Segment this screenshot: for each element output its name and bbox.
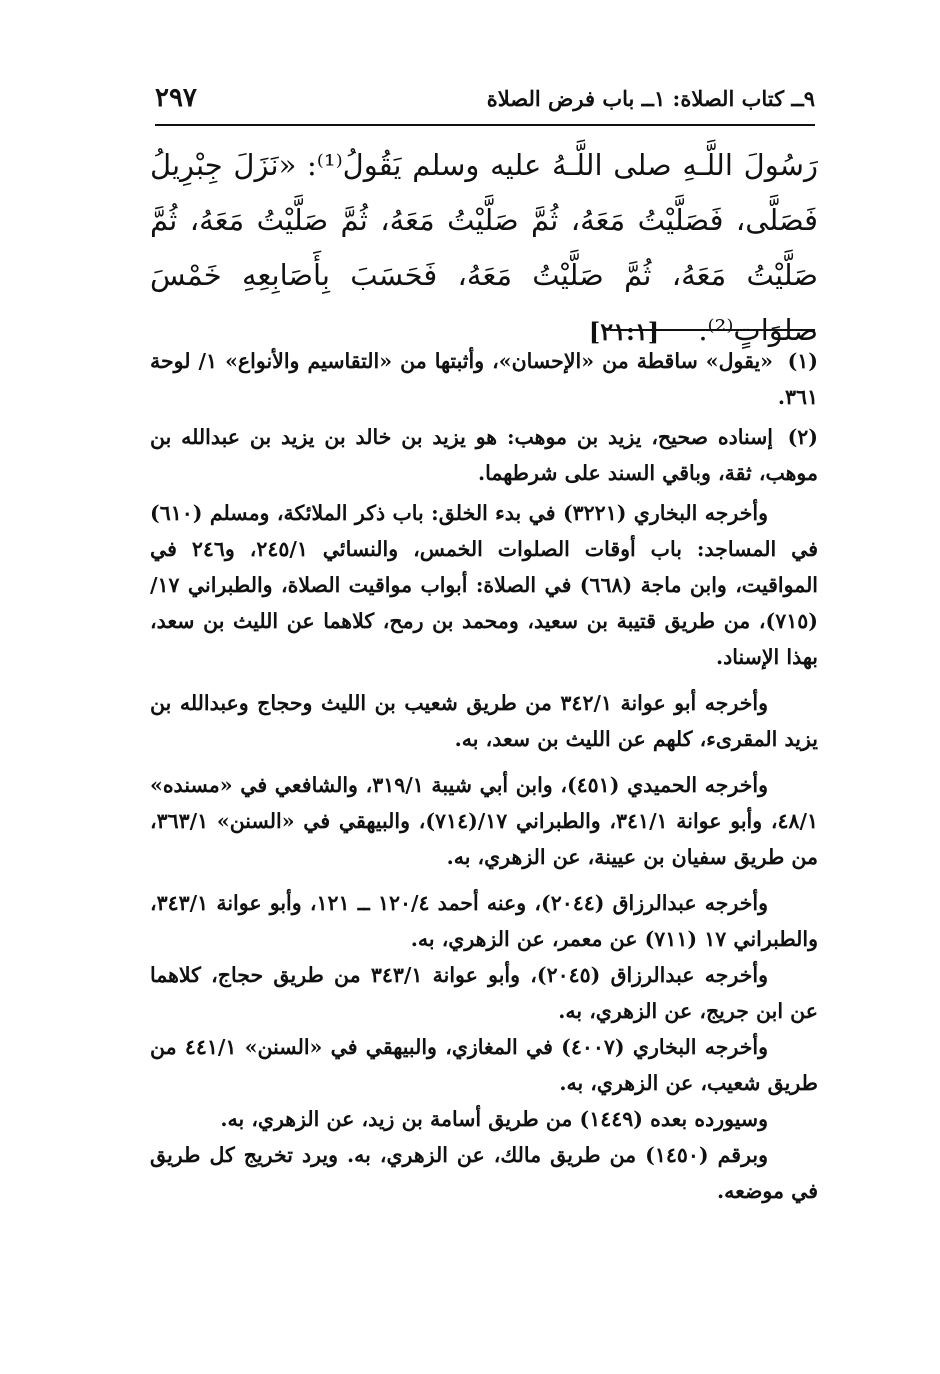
footnote-paragraph: وأخرجه الحميدي (٤٥١)، وابن أبي شيبة ٣١٩/١، والشافعي في «مسنده» ٤٨/١، وأبو عوانة ٣٤١/١، والطبراني ١٧/(٧١٤)، والبيهقي في «السنن» ٣٦٣/١، من طريق سفيان بن عيينة، عن الزهري، به. <box>150 773 818 869</box>
footnote-paragraph: وبرقم (١٤٥٠) من طريق مالك، عن الزهري، به. ويرد تخريج كل طريق في موضعه. <box>150 1143 818 1203</box>
footnote-paragraph: وسيورده بعده (١٤٤٩) من طريق أسامة بن زيد، عن الزهري، به. <box>220 1107 768 1131</box>
page-number: ٢٩٧ <box>155 83 197 113</box>
footnote-paragraph: وأخرجه عبدالرزاق (٢٠٤٥)، وأبو عوانة ٣٤٣/١ من طريق حجاج، كلاهما عن ابن جريج، عن الزهري، به. <box>150 963 818 1023</box>
footnote-paragraph: وأخرجه عبدالرزاق (٢٠٤٤)، وعنه أحمد ١٢٠/٤ ــ ١٢١، وأبو عوانة ٣٤٣/١، والطبراني ١٧ (٧١١) عن معمر، عن الزهري، به. <box>150 891 818 951</box>
footnote-number: (١) <box>787 349 818 373</box>
footnote-paragraph: وأخرجه البخاري (٤٠٠٧) في المغازي، والبيهقي في «السنن» ٤٤١/١ من طريق شعيب، عن الزهري، به. <box>150 1035 818 1095</box>
hadith-reference: [٢١:١] <box>588 317 660 346</box>
header-rule <box>155 124 815 126</box>
footnotes <box>150 343 818 1209</box>
hadith-text <box>150 138 818 359</box>
footnote-text: إسناده صحيح، يزيد بن موهب: هو يزيد بن خالد بن يزيد بن عبدالله بن موهب، ثقة، وباقي السند على شرطهما. <box>150 425 818 485</box>
footnote-text: «يقول» ساقطة من «الإحسان»، وأثبتها من «التقاسيم والأنواع» ١/ لوحة ٣٦١. <box>150 349 818 409</box>
footnote-number: (٢) <box>787 425 818 449</box>
hadith-body: رَسُولَ اللَّـهِ صلى اللَّـهُ عليه وسلم يَقُولُ⁽¹⁾: «نَزَلَ جِبْرِيلُ فَصَلَّى، فَصَلَّيْتُ مَعَهُ، ثُمَّ صَلَّيْتُ مَعَهُ، ثُمَّ صَلَّيْتُ مَعَهُ، ثُمَّ صَلَّيْتُ مَعَهُ، ثُمَّ صَلَّيْتُ مَعَهُ، فَحَسَبَ بِأَصَابِعِهِ خَمْسَ صلوَاتٍ⁽²⁾. <box>150 148 818 347</box>
running-title: ٩ــ كتاب الصلاة: ١ــ باب فرض الصلاة <box>486 85 815 111</box>
footnote-paragraph: وأخرجه أبو عوانة ٣٤٢/١ من طريق شعيب بن الليث وحجاج وعبدالله بن يزيد المقرىء، كلهم عن الليث بن سعد، به. <box>150 691 818 751</box>
page-header <box>155 78 815 118</box>
footnote-paragraph: وأخرجه البخاري (٣٢٢١) في بدء الخلق: باب ذكر الملائكة، ومسلم (٦١٠) في المساجد: باب أوقات الصلوات الخمس، والنسائي ٢٤٥/١، و٢٤٦ في المواقيت، وابن ماجة (٦٦٨) في الصلاة: أبواب مواقيت الصلاة، والطبراني ١٧/ (٧١٥)، من طريق قتيبة بن سعيد، ومحمد بن رمح، كلاهما عن الليث بن سعد، بهذا الإسناد. <box>150 501 819 669</box>
footnote-1 <box>150 343 818 415</box>
footnote-2 <box>150 419 818 491</box>
footnote-separator <box>610 329 815 331</box>
